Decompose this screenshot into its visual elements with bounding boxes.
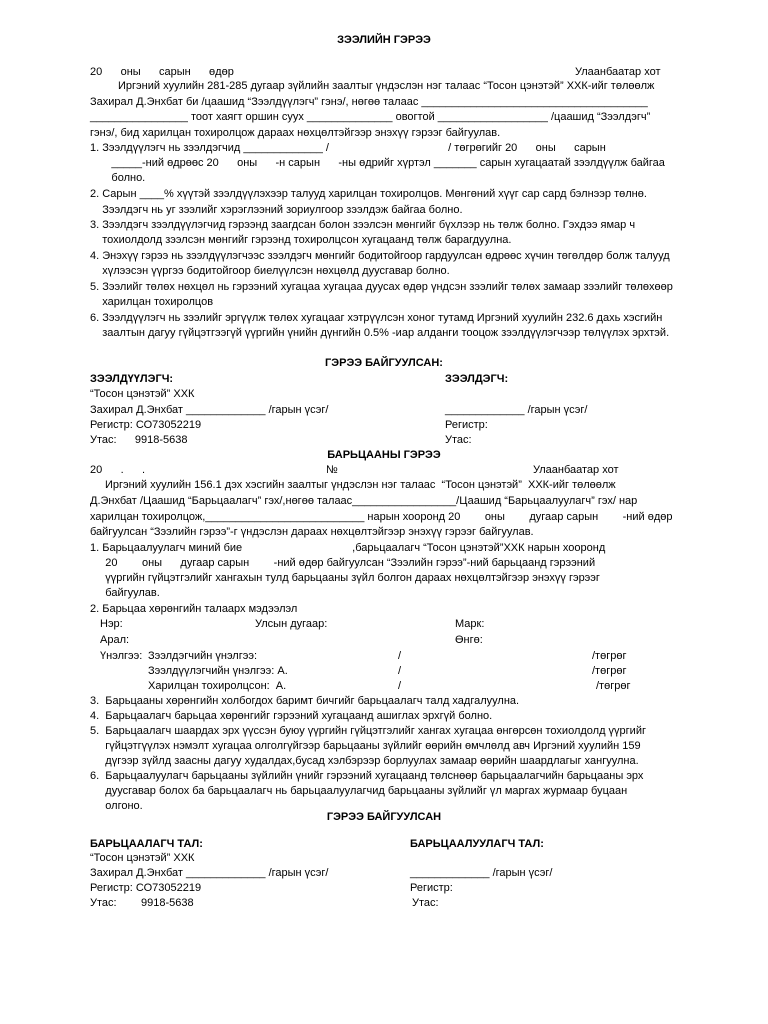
pledge-intro-line: Д.Энхбат /Цаашид “Барьцаалагч” гэх/,нөгөө талаас_________________/Цаашид “Барьцаалуулагч” гэх/ нар <box>90 495 638 507</box>
pledge-item1-line: 1. Барьцаалуулагч миний бие ,барьцаалагч “Тосон цэнэтэй”ХХК нарын хооронд <box>90 542 606 554</box>
pledge-item-line: 4. Барьцаалагч барьцаа хөрөнгийг гэрээний хугацаанд ашиглах эрхгүй болно. <box>90 710 493 722</box>
loan-item-line: 3. Зээлдэгч зээлдүүлэгчид гэрээнд заагдсан болон зээлсэн мөнгийг бүхлээр нь төлж болно. Гэхдээ ямар ч <box>90 219 636 231</box>
lender-company: “Тосон цэнэтэй” ХХК <box>90 388 195 400</box>
loan-concluded-heading: ГЭРЭЭ БАЙГУУЛСАН: <box>325 357 443 369</box>
pledge-item-line: 5. Барьцаалагч шаардах эрх үүссэн буюу үүргийн гүйцэтгэлийг хангах хугацаа өнгөрсөн тохиолдолд үүргийг <box>90 725 646 737</box>
valuation-row-slash: / <box>398 680 402 692</box>
valuation-row-slash: / <box>398 650 402 662</box>
pledgee-company: “Тосон цэнэтэй” ХХК <box>90 852 195 864</box>
borrower-heading: ЗЭЭЛДЭГЧ: <box>445 373 509 385</box>
pledge-item-line: 3. Барьцааны хөрөнгийн холбогдох баримт бичгийг барьцаалагч талд хадгалуулна. <box>90 695 520 707</box>
valuation-row-unit: /төгрөг <box>592 665 627 677</box>
pledge-item1-line: 20 оны дугаар сарын -ний өдөр байгуулсан “Зээлийн гэрээ”-ний барьцаанд гэрээний <box>90 557 596 569</box>
loan-item-line: 1. Зээлдүүлэгч нь зээлдэгчид _____________ / / төгрөгийг 20 оны сарын <box>90 142 606 154</box>
pledge-item1-line: үүргийн гүйцэтгэлийг хангахын тулд барьцааны зүйл болгон дараах нөхцөлтэйгээр энэхүү гэрээг <box>90 572 600 584</box>
asset-valuation-label: Үнэлгээ: <box>100 650 143 662</box>
valuation-row-unit: /төгрөг <box>596 680 631 692</box>
valuation-row-label: Зээлдүүлэгчийн үнэлгээ: А. <box>148 665 288 677</box>
pledge-intro-line: Иргэний хуулийн 156.1 дэх хэсгийн заалтыг үндэслэн нэг талаас “Тосон цэнэтэй” ХХК-ийг төлөөлж <box>105 479 616 491</box>
pledgor-phone: Утас: <box>412 897 439 909</box>
pledgor-heading: БАРЬЦААЛУУЛАГЧ ТАЛ: <box>410 838 544 850</box>
loan-intro-line: Захирал Д.Энхбат би /цаашид “Зээлдүүлэгч” гэнэ/, нөгөө талаас _____________________________________ <box>90 96 648 108</box>
lender-phone: Утас: 9918-5638 <box>90 434 188 446</box>
loan-intro-line: Иргэний хуулийн 281-285 дугаар зүйлийн заалтыг үндэслэн нэг талаас “Тосон цэнэтэй” ХХК-ийг төлөөлж <box>118 80 655 92</box>
valuation-row-slash: / <box>398 665 402 677</box>
pledgee-heading: БАРЬЦААЛАГЧ ТАЛ: <box>90 838 203 850</box>
pledge-item-line: дуусгавар болох ба барьцаалагч нь барьцаалуулагчид барьцааны зүйлийг үл маргах журмаар буцаан <box>90 785 628 797</box>
loan-item-line: хүлээсэн үүргээ бодитойгоор биелүүлсэн нөхцөлд дуусгавар болно. <box>90 265 450 277</box>
loan-item-line: 2. Сарын ____% хүүтэй зээлдүүлэхээр талууд харилцан тохиролцов. Мөнгөний хүүг сар сард бэлнээр төлнө. <box>90 188 647 200</box>
loan-item-line: Зээлдэгч нь уг зээлийг хэрэглээний зориулгоор зээлдэж байгаа болно. <box>90 204 463 216</box>
valuation-row-unit: /төгрөг <box>592 650 627 662</box>
pledge-intro-line: байгуулсан “Зээлийн гэрээ”-г үндэслэн дараах нөхцөлтэйгээр энэхүү гэрээг байгуулав. <box>90 526 534 538</box>
asset-name-label: Нэр: <box>100 618 123 630</box>
borrower-signature: _____________ /гарын үсэг/ <box>445 404 588 416</box>
asset-color-label: Өнгө: <box>455 634 483 646</box>
lender-register: Регистр: СО73052219 <box>90 419 202 431</box>
loan-item-line: 6. Зээлдүүлэгч нь зээлийг эргүүлж төлөх хугацааг хэтрүүлсэн хоног тутамд Иргэний хуулийн 232.6 дахь хэсгийн <box>90 312 663 324</box>
loan-item-line: тохиолдолд зээлсэн мөнгийг гэрээнд тохиролцсон хугацаанд төлж барагдуулна. <box>90 234 512 246</box>
lender-heading: ЗЭЭЛДҮҮЛЭГЧ: <box>90 373 174 385</box>
pledge-concluded-heading: ГЭРЭЭ БАЙГУУЛСАН <box>326 811 442 823</box>
loan-intro-line: гэнэ/, бид харилцан тохиролцож дараах нөхцөлтэйгээр энэхүү гэрээг байгуулав. <box>90 127 501 139</box>
asset-chassis-label: Арал: <box>100 634 130 646</box>
pledge-item2: 2. Барьцаа хөрөнгийн талаарх мэдээлэл <box>90 603 298 615</box>
asset-plate-label: Улсын дугаар: <box>255 618 328 630</box>
loan-place: Улаанбаатар хот <box>575 66 661 78</box>
asset-brand-label: Марк: <box>455 618 485 630</box>
pledge-item-line: 6. Барьцаалуулагч барьцааны зүйлийн үнийг гэрээний хугацаанд төлснөөр барьцаалагчийн барьцааны эрх <box>90 770 644 782</box>
pledge-number: № <box>326 464 338 476</box>
pledgee-register: Регистр: СО73052219 <box>90 882 202 894</box>
loan-contract-title: ЗЭЭЛИЙН ГЭРЭЭ <box>337 34 431 46</box>
pledge-place: Улаанбаатар хот <box>533 464 619 476</box>
loan-item-line: заалтын дагуу гүйцэтгээгүй үүргийн үнийн дүнгийн 0.5% -иар алданги тооцож зээлдүүлэгчээр төлүүлэх эрхтэй. <box>90 327 670 339</box>
valuation-row-label: Харилцан тохиролцсон: А. <box>148 680 287 692</box>
pledge-date-line: 20 . . <box>90 464 146 476</box>
loan-item-line: болно. <box>90 172 146 184</box>
pledge-item-line: олгоно. <box>90 800 143 812</box>
loan-item-line: _____-ний өдрөөс 20 оны -н сарын -ны өдрийг хүртэл _______ сарын хугацаатай зээлдүүлж байгаа <box>90 157 665 169</box>
pledge-contract-title: БАРЬЦААНЫ ГЭРЭЭ <box>327 449 441 461</box>
borrower-phone: Утас: <box>445 434 472 446</box>
loan-item-line: 5. Зээлийг төлөх нөхцөл нь гэрээний хугацаа хугацаа дуусах өдөр үндсэн зээлийг төлөх замаар зээлийг төлөхөөр <box>90 281 673 293</box>
pledge-item1-line: байгуулав. <box>90 587 160 599</box>
loan-date-line: 20 оны сарын өдөр <box>90 66 234 78</box>
loan-item-line: 4. Энэхүү гэрээ нь зээлдүүлэгчээс зээлдэгч мөнгийг бодитойгоор гардуулсан өдрөөс хүчин төгөлдөр болж талууд <box>90 250 670 262</box>
pledge-intro-line: харилцан тохиролцож,__________________________ нарын хооронд 20 оны дугаар сарын -ний өдөр <box>90 511 673 523</box>
pledgor-register: Регистр: <box>410 882 453 894</box>
pledgee-director-signature: Захирал Д.Энхбат _____________ /гарын үсэг/ <box>90 867 329 879</box>
pledgee-phone: Утас: 9918-5638 <box>90 897 194 909</box>
pledgor-signature: _____________ /гарын үсэг/ <box>410 867 553 879</box>
loan-intro-line: ________________ тоот хаягт оршин суух ______________ овогтой __________________ /цаашид “Зээлдэгч” <box>90 111 651 123</box>
lender-director-signature: Захирал Д.Энхбат _____________ /гарын үсэг/ <box>90 404 329 416</box>
borrower-register: Регистр: <box>445 419 488 431</box>
valuation-row-label: Зээлдэгчийн үнэлгээ: <box>148 650 258 662</box>
pledge-item-line: гүйцэтгүүлэх нэмэлт хугацаа олголгүйгээр барьцааны зүйлийг өөрийн өмчлөлд авч Иргэний хуулийн 159 <box>90 740 641 752</box>
loan-item-line: харилцан тохиролцов <box>90 296 214 308</box>
pledge-item-line: дүгээр зүйлд заасны дагуу худалдах,бусад хэлбэрээр борлуулах замаар өөрийн шаардлагыг хангуулна. <box>90 755 639 767</box>
